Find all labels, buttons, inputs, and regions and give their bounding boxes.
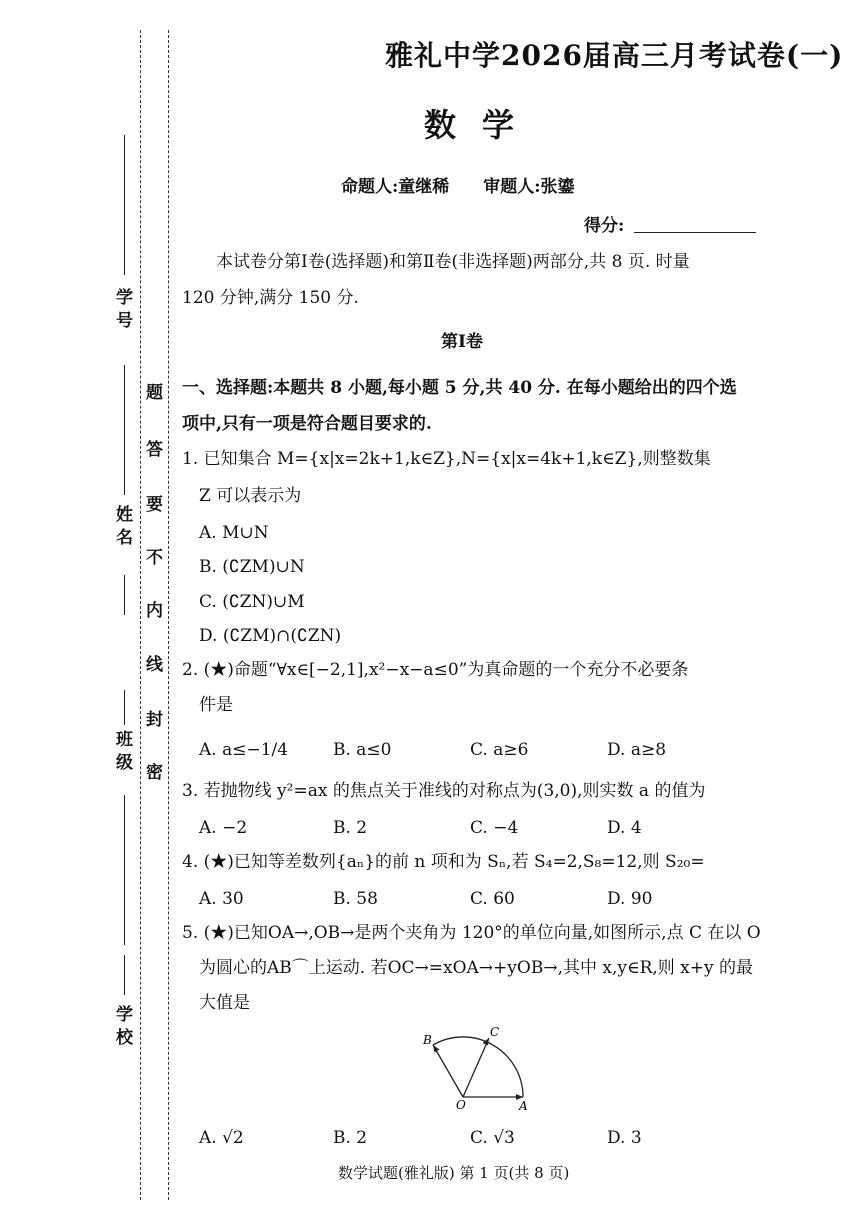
class-blank-2 [124, 795, 125, 945]
score-field[interactable] [634, 232, 756, 233]
option-c[interactable]: C. (∁ZN)∪M [199, 592, 305, 612]
question-stem: 4. (★)已知等差数列{aₙ}的前 n 项和为 Sₙ,若 S₄=2,S₈=12,则 S₂₀= [182, 852, 705, 872]
subject-title: 数学 [424, 106, 541, 144]
dashed-line-inner [168, 30, 169, 1200]
figure-label: B [423, 1033, 432, 1047]
question-stem: 1. 已知集合 M={x|x=2k+1,k∈Z},N={x|x=4k+1,k∈Z},则整数集 [182, 449, 711, 469]
option-b[interactable]: B. 58 [333, 889, 378, 909]
question-stem-cont: 大值是 [199, 993, 250, 1013]
option-b[interactable]: B. 2 [333, 818, 368, 838]
part-title: 第Ⅰ卷 [441, 332, 483, 352]
option-c[interactable]: C. √3 [470, 1128, 515, 1148]
student-id-blank [124, 135, 125, 275]
seal-char: 线 [146, 655, 163, 675]
student-id-label: 学 号 [112, 288, 132, 328]
option-a[interactable]: A. −2 [199, 818, 248, 838]
option-c[interactable]: C. a≥6 [470, 740, 529, 760]
seal-char: 题 [146, 383, 163, 403]
option-b[interactable]: B. 2 [333, 1128, 368, 1148]
option-d[interactable]: D. 4 [607, 818, 642, 838]
option-a[interactable]: A. 30 [199, 889, 244, 909]
school-blank [124, 955, 125, 995]
question-stem: 2. (★)命题“∀x∈[−2,1],x²−x−a≤0”为真命题的一个充分不必要条 [182, 660, 689, 680]
reviewer: 审题人:张鎏 [483, 177, 575, 197]
name-blank-2 [124, 575, 125, 615]
class-blank [124, 690, 125, 725]
question-stem-cont: 件是 [199, 695, 233, 715]
question-stem-cont: Z 可以表示为 [199, 486, 302, 506]
seal-char: 不 [146, 548, 163, 568]
school-label: 学 校 [112, 1005, 132, 1045]
authors-line [341, 172, 575, 197]
section-heading-1: 一、选择题:本题共 8 小题,每小题 5 分,共 40 分. 在每小题给出的四个选 [182, 378, 737, 398]
option-a[interactable]: A. √2 [199, 1128, 244, 1148]
intro-line-1: 本试卷分第Ⅰ卷(选择题)和第Ⅱ卷(非选择题)两部分,共 8 页. 时量 [216, 252, 690, 272]
class-label: 班 级 [112, 730, 132, 770]
option-a[interactable]: A. a≤−1/4 [199, 740, 289, 760]
name-label: 姓 名 [112, 505, 132, 545]
figure-label: O [456, 1098, 466, 1112]
author: 命题人:童继稀 [341, 177, 450, 197]
option-b[interactable]: B. (∁ZM)∪N [199, 557, 305, 577]
seal-char: 要 [146, 495, 163, 515]
arc-vector-figure [415, 1022, 535, 1112]
exam-title: 雅礼中学2026届高三月考试卷(一) [385, 39, 844, 72]
question-stem: 5. (★)已知OA→,OB→是两个夹角为 120°的单位向量,如图所示,点 C 在以 O [182, 923, 761, 943]
question-stem-cont: 为圆心的AB⌒上运动. 若OC→=xOA→+yOB→,其中 x,y∈R,则 x+y 的最 [199, 958, 754, 978]
option-d[interactable]: D. 3 [607, 1128, 642, 1148]
option-c[interactable]: C. −4 [470, 818, 519, 838]
score-label: 得分: [584, 216, 625, 236]
intro-line-2: 120 分钟,满分 150 分. [182, 288, 359, 308]
page-footer: 数学试题(雅礼版) 第 1 页(共 8 页) [338, 1164, 570, 1182]
seal-char: 密 [146, 763, 163, 783]
section-heading-2: 项中,只有一项是符合题目要求的. [182, 414, 432, 434]
option-b[interactable]: B. a≤0 [333, 740, 392, 760]
name-blank [124, 365, 125, 495]
figure-label: A [519, 1099, 528, 1112]
seal-char: 封 [146, 710, 163, 730]
option-d[interactable]: D. 90 [607, 889, 653, 909]
seal-char: 答 [146, 440, 163, 460]
option-c[interactable]: C. 60 [470, 889, 515, 909]
figure-label: C [490, 1025, 500, 1039]
question-stem: 3. 若抛物线 y²=ax 的焦点关于准线的对称点为(3,0),则实数 a 的值为 [182, 781, 706, 801]
option-d[interactable]: D. a≥8 [607, 740, 667, 760]
option-a[interactable]: A. M∪N [199, 523, 269, 543]
option-d[interactable]: D. (∁ZM)∩(∁ZN) [199, 626, 342, 646]
seal-char: 内 [146, 601, 163, 621]
dashed-line-outer [140, 30, 141, 1200]
